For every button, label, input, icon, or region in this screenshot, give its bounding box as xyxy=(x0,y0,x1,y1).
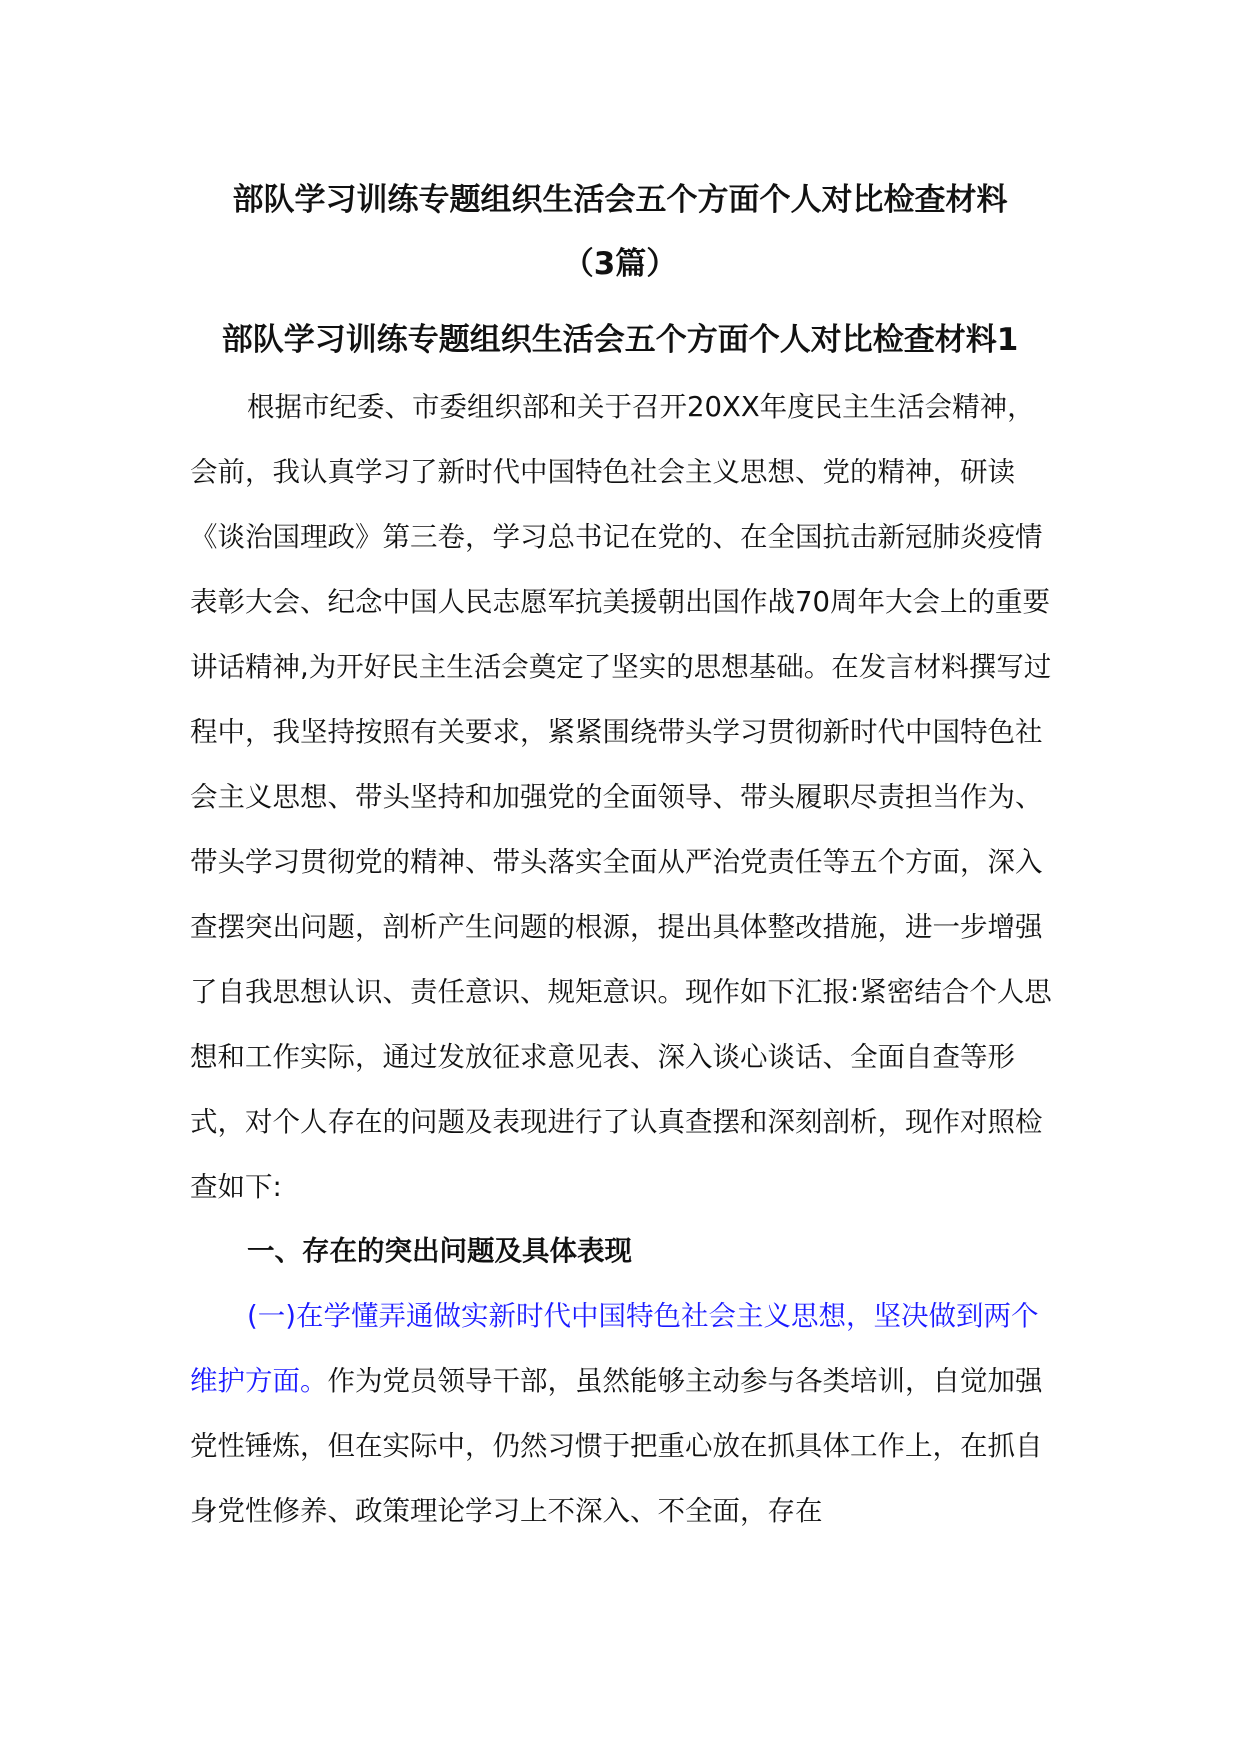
section-paragraph xyxy=(190,1284,1060,1544)
section-heading: 一、存在的突出问题及具体表现 xyxy=(247,1235,632,1267)
document-subtitle: 部队学习训练专题组织生活会五个方面个人对比检查材料1 xyxy=(221,322,1019,358)
document-title-count: （3篇） xyxy=(562,246,678,282)
intro-paragraph: 根据市纪委、市委组织部和关于召开20XX年度民主生活会精神，会前，我认真学习了新时代中国特色社会主义思想、党的精神，研读《谈治国理政》第三卷，学习总书记在党的、在全国抗击新冠肺炎疫情表彰大会、纪念中国人民志愿军抗美援朝出国作战70周年大会上的重要讲话精神,为开好民主生活会奠定了坚实的思想基础。在发言材料撰写过程中，我坚持按照有关要求，紧紧围绕带头学习贯彻新时代中国特色社会主义思想、带头坚持和加强党的全面领导、带头履职尽责担当作为、带头学习贯彻党的精神、带头落实全面从严治党责任等五个方面，深入查摆突出问题，剖析产生问题的根源，提出具体整改措施，进一步增强了自我思想认识、责任意识、规矩意识。现作如下汇报:紧密结合个人思想和工作实际，通过发放征求意见表、深入谈心谈话、全面自查等形式，对个人存在的问题及表现进行了认真查摆和深刻剖析，现作对照检查如下: xyxy=(190,391,1052,1203)
item-heading: (一)在学懂弄通做实新时代中国特色社会主义思想，坚决做到两个维护方面。 xyxy=(190,1300,1039,1397)
document-title: 部队学习训练专题组织生活会五个方面个人对比检查材料 xyxy=(232,182,1008,218)
item-text: 作为党员领导干部，虽然能够主动参与各类培训，自觉加强党性锤炼，但在实际中，仍然习惯于把重心放在抓具体工作上，在抓自身党性修养、政策理论学习上不深入、不全面，存在 xyxy=(190,1365,1043,1527)
